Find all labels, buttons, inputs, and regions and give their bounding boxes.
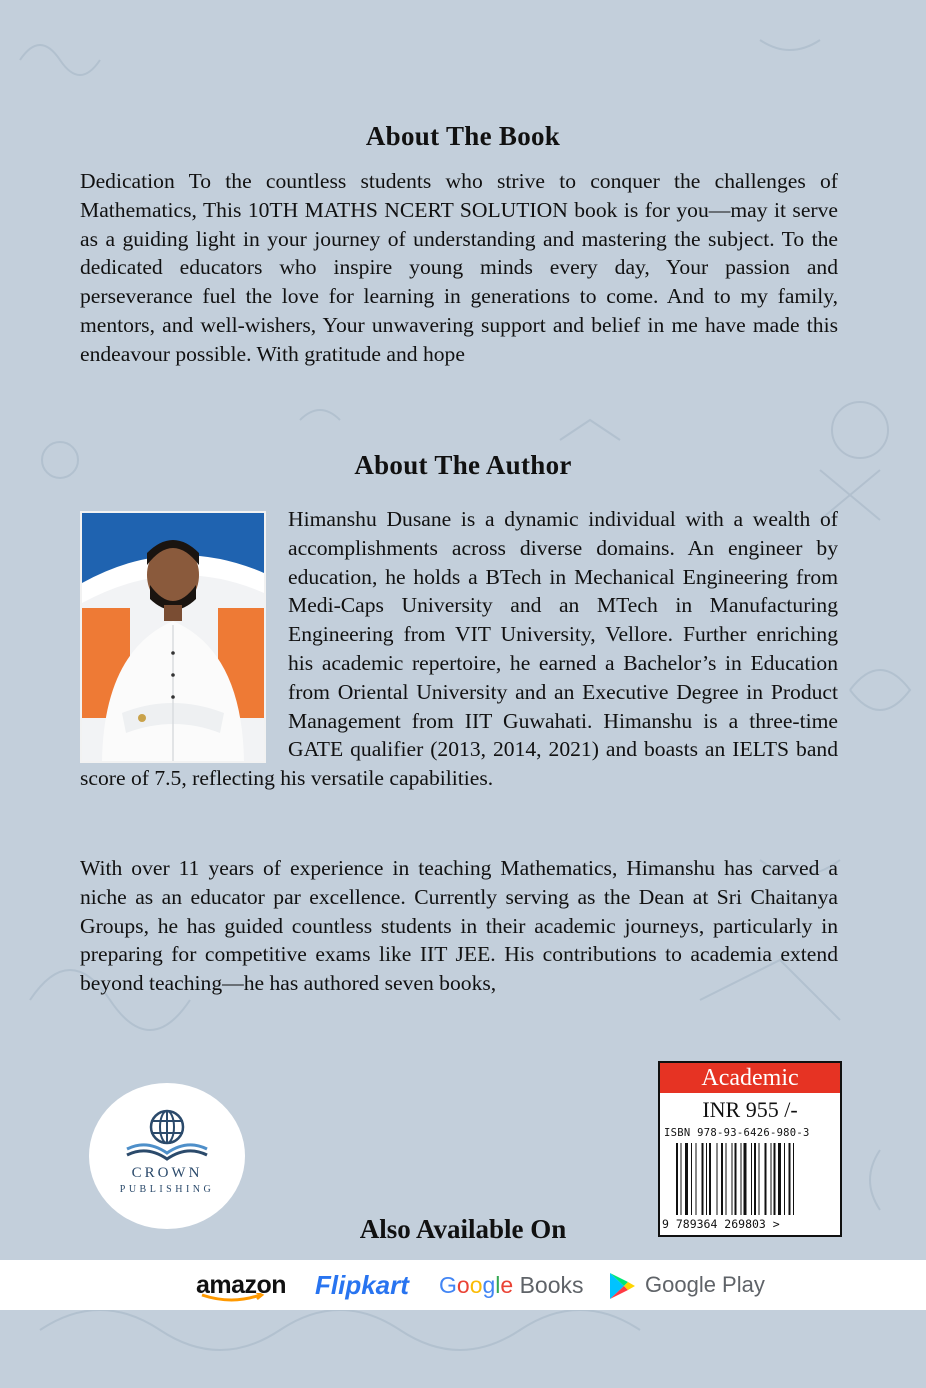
google-letter-6: e [500,1272,514,1298]
globe-book-icon [121,1109,213,1165]
store-amazon[interactable] [196,1260,286,1310]
google-play-label: Google Play [645,1272,765,1297]
flipkart-label: Flipkart [315,1270,409,1300]
about-book-title: About The Book [365,121,561,151]
price-label: INR 955 /- [702,1097,798,1122]
author-paragraph-1: Himanshu Dusane is a dynamic individual with a wealth of accomplishments across diverse domains. An engineer by education, he holds a BTech in Mechanical Engineering from Medi-Caps University and an MTech in Manufacturing Engineering from VIT University, Vellore. Further enriching his academic repertoire, he earned a Bachelor’s in Education from Oriental University and an Executive Degree in Product Management from IIT Guwahati. Himanshu is a three-time GATE qualifier (2013, 2014, 2021) and boasts an IELTS band score of 7.5, reflecting his versatile capabilities. [80,507,838,791]
about-book-paragraph: Dedication To the countless students who strive to conquer the challenges of Mathematics, This 10TH MATHS NCERT SOLUTION book is for you—may it serve as a guiding light in your journey of understanding and mastering the subject. To the dedicated educators who inspire young minds every day, Your passion and perseverance fuel the love for learning in generations to come. And to my family, mentors, and well-wishers, Your unwavering support and belief in me have made this endeavour possible. With gratitude and hope [80,169,838,366]
isbn-label: ISBN 978-93-6426-980-3 [664,1127,810,1139]
google-letter-2: o [456,1272,470,1298]
about-book-text [80,167,838,369]
category-label: Academic [660,1063,840,1093]
publisher-sub: PUBLISHING [119,1184,215,1195]
author-bio-continued [80,854,838,998]
amazon-smile-icon [200,1293,270,1303]
about-author-title: About The Author [354,450,572,480]
publisher-name: CROWN [131,1165,203,1181]
author-paragraph-2: With over 11 years of experience in teaching Mathematics, Himanshu has carved a niche as an educator par excellence. Currently serving as the Dean at Sri Chaitanya Groups, he has guided countless students in their academic journeys, particularly in preparing for competitive exams like IIT JEE. His contributions to academia extend beyond teaching—he has authored seven books, [80,856,838,996]
store-google-books[interactable] [439,1260,584,1310]
publisher-logo [89,1083,245,1229]
ean-label: 9 789364 269803 > [662,1217,780,1231]
also-available-title: Also Available On [359,1214,567,1244]
books-label: Books [513,1272,584,1298]
about-author-text [80,505,838,793]
photo-spacer [80,505,288,764]
amazon-label: amazon [196,1271,287,1299]
barcode [676,1143,828,1215]
price-barcode-box [658,1061,842,1237]
google-letter-4: g [482,1272,496,1298]
google-letter-3: o [469,1272,483,1298]
google-letter-1: G [439,1272,457,1298]
store-flipkart[interactable] [315,1260,409,1310]
google-play-icon [607,1271,637,1301]
google-letter-5: l [495,1272,501,1298]
store-bar [0,1260,926,1310]
